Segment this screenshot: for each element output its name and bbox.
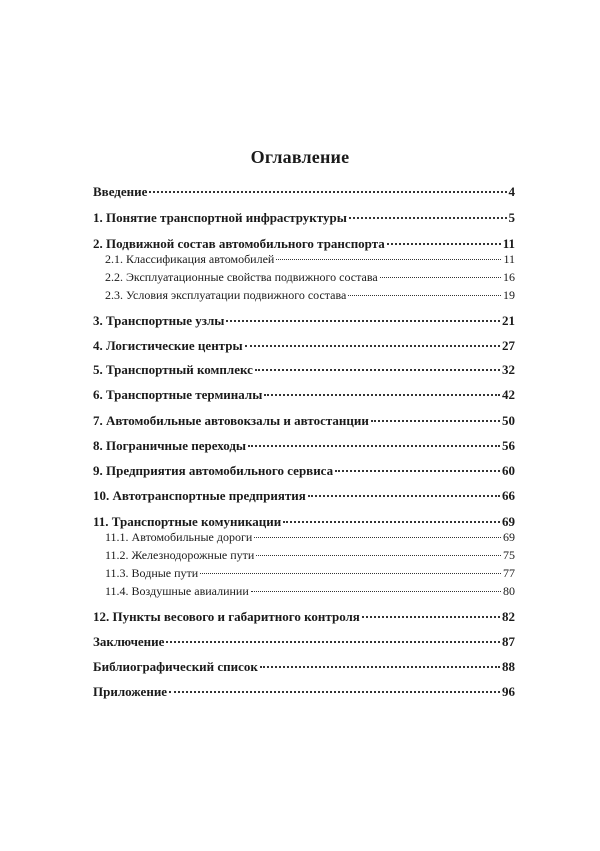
toc-entry-page: 11	[503, 252, 515, 266]
toc-entry-label: 4. Логистические центры	[93, 338, 243, 353]
dot-leader	[226, 319, 500, 322]
toc-entry-page: 4	[508, 184, 515, 199]
toc-entry[interactable]	[93, 313, 515, 329]
toc-entry-label: Заключение	[93, 634, 165, 649]
toc-entry-page: 69	[503, 530, 515, 544]
dot-leader	[349, 216, 507, 219]
toc-entry-label: 3. Транспортные узлы	[93, 313, 225, 328]
dot-leader	[169, 690, 500, 693]
toc-subentry[interactable]	[93, 548, 515, 564]
toc-entry-page: 66	[502, 488, 515, 503]
toc-entry-label: 2. Подвижной состав автомобильного транспорта	[93, 236, 385, 251]
dot-leader	[251, 590, 501, 592]
toc-entry-label: 11.1. Автомобильные дороги	[105, 530, 253, 544]
toc-entry-label: 11. Транспортные комуникации	[93, 514, 282, 529]
toc-entry-page: 50	[502, 413, 515, 428]
toc-entry-label: 2.1. Классификация автомобилей	[105, 252, 275, 266]
toc-entry-label: 8. Пограничные переходы	[93, 438, 247, 453]
toc-entry-label: Библиографический список	[93, 659, 258, 674]
toc-entry[interactable]	[93, 387, 515, 403]
toc-entry-label: 11.4. Воздушные авиалинии	[105, 584, 249, 598]
dot-leader	[248, 444, 500, 447]
toc-entry[interactable]	[93, 634, 515, 650]
dot-leader	[371, 419, 500, 422]
page-title: Оглавление	[250, 147, 350, 167]
toc-entry-page: 56	[502, 438, 515, 453]
toc-entry[interactable]	[93, 488, 515, 504]
toc-entry-page: 5	[508, 210, 515, 225]
toc-entry-label: Приложение	[93, 684, 168, 699]
toc-entry-page: 19	[503, 288, 515, 302]
dot-leader	[283, 520, 500, 523]
toc-entry-page: 96	[502, 684, 515, 699]
toc-entry[interactable]	[93, 514, 515, 530]
toc-entry[interactable]	[93, 184, 515, 200]
toc-entry-page: 75	[503, 548, 515, 562]
toc-entry-label: 11.2. Железнодорожные пути	[105, 548, 255, 562]
toc-entry-page: 16	[503, 270, 515, 284]
dot-leader	[276, 258, 501, 260]
toc-entry-page: 69	[502, 514, 515, 529]
toc-entry-page: 80	[503, 584, 515, 598]
toc-entry[interactable]	[93, 463, 515, 479]
toc-entry-page: 27	[502, 338, 515, 353]
dot-leader	[256, 554, 501, 556]
toc-entry[interactable]	[93, 659, 515, 675]
dot-leader	[387, 242, 501, 245]
dot-leader	[335, 469, 500, 472]
dot-leader	[362, 615, 500, 618]
toc-entry-label: 1. Понятие транспортной инфраструктуры	[93, 210, 347, 225]
toc-entry-label: 9. Предприятия автомобильного сервиса	[93, 463, 334, 478]
toc-entry-label: 11.3. Водные пути	[105, 566, 199, 580]
dot-leader	[260, 665, 500, 668]
toc-subentry[interactable]	[93, 530, 515, 546]
toc-entry-label: 10. Автотранспортные предприятия	[93, 488, 306, 503]
dot-leader	[245, 344, 500, 347]
toc-entry[interactable]	[93, 438, 515, 454]
toc-entry-page: 21	[502, 313, 515, 328]
toc-entry-page: 60	[502, 463, 515, 478]
toc-entry-label: 2.2. Эксплуатационные свойства подвижного состава	[105, 270, 378, 284]
toc-entry[interactable]	[93, 338, 515, 354]
toc-entry[interactable]	[93, 413, 515, 429]
dot-leader	[149, 190, 506, 193]
toc-entry[interactable]	[93, 362, 515, 378]
toc-subentry[interactable]	[93, 252, 515, 268]
toc-entry-label: 7. Автомобильные автовокзалы и автостанции	[93, 413, 369, 428]
dot-leader	[166, 640, 500, 643]
toc-subentry[interactable]	[93, 270, 515, 286]
dot-leader	[380, 276, 501, 278]
toc-entry-page: 77	[503, 566, 515, 580]
toc-entry[interactable]	[93, 609, 515, 625]
dot-leader	[254, 536, 501, 538]
toc-subentry[interactable]	[93, 566, 515, 582]
toc-subentry[interactable]	[93, 288, 515, 304]
toc-entry[interactable]	[93, 210, 515, 226]
toc-entry-page: 42	[502, 387, 515, 402]
dot-leader	[255, 368, 500, 371]
toc-entry-label: 12. Пункты весового и габаритного контроля	[93, 609, 360, 624]
toc-entry-page: 82	[502, 609, 515, 624]
toc-entry[interactable]	[93, 236, 515, 252]
toc-entry-page: 11	[502, 236, 515, 251]
toc-entry-page: 87	[502, 634, 515, 649]
dot-leader	[264, 393, 500, 396]
dot-leader	[348, 294, 501, 296]
toc-entry-page: 32	[502, 362, 515, 377]
toc-entry-page: 88	[502, 659, 515, 674]
dot-leader	[308, 494, 500, 497]
toc-entry-label: Введение	[93, 184, 148, 199]
toc-entry-label: 6. Транспортные терминалы	[93, 387, 263, 402]
toc-subentry[interactable]	[93, 584, 515, 600]
toc-entry[interactable]	[93, 684, 515, 700]
dot-leader	[200, 572, 501, 574]
toc-entry-label: 2.3. Условия эксплуатации подвижного состава	[105, 288, 347, 302]
toc-entry-label: 5. Транспортный комплекс	[93, 362, 253, 377]
